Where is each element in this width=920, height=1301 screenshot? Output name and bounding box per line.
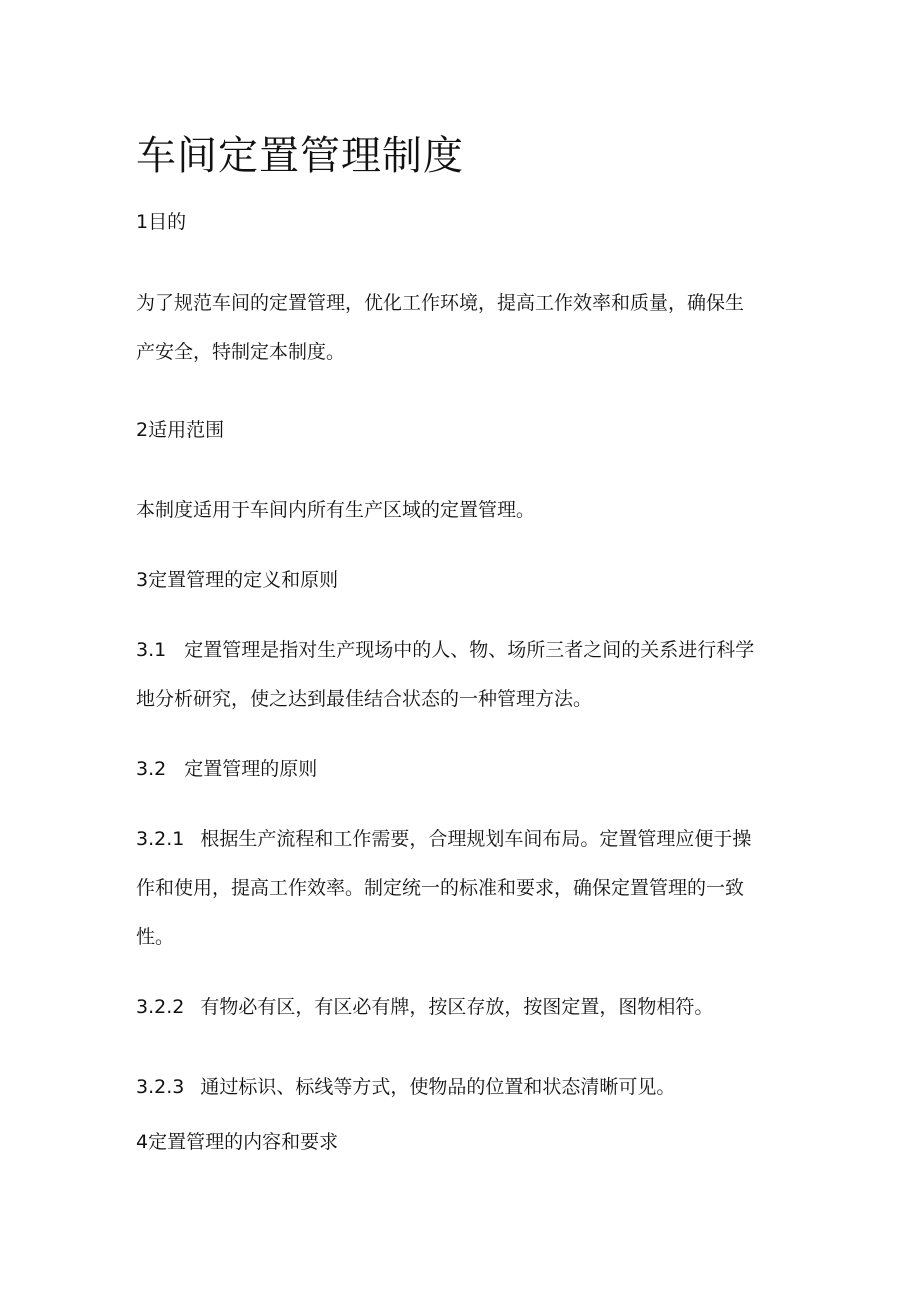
clause-number: 3.2.3: [136, 1076, 185, 1098]
clause-3-2-2: [136, 983, 796, 1032]
section-3-heading: 3定置管理的定义和原则: [136, 569, 339, 591]
clause-3-2-1: [136, 815, 796, 962]
clause-text: 根据生产流程和工作需要，合理规划车间布局。定置管理应便于操: [200, 828, 752, 850]
section-1-paragraph: [136, 279, 796, 377]
paragraph-line: 作和使用，提高工作效率。制定统一的标准和要求，确保定置管理的一致: [136, 877, 745, 899]
paragraph-line: 地分析研究，使之达到最佳结合状态的一种管理方法。: [136, 688, 593, 710]
clause-3-2: [136, 745, 796, 794]
section-2-heading: 2适用范围: [136, 419, 225, 441]
paragraph-line: [136, 626, 796, 675]
clause-number: 3.2.1: [136, 828, 185, 850]
paragraph-line: 性。: [136, 926, 175, 948]
section-1-heading: 1目的: [136, 211, 187, 233]
paragraph-line: [136, 815, 796, 864]
section-4-heading: 4定置管理的内容和要求: [136, 1131, 339, 1153]
clause-number: 3.2.2: [136, 996, 185, 1018]
section-2-paragraph: 本制度适用于车间内所有生产区域的定置管理。: [136, 499, 536, 521]
paragraph-line: 产安全，特制定本制度。: [136, 341, 346, 363]
clause-text: 有物必有区，有区必有牌，按区存放，按图定置，图物相符。: [200, 996, 714, 1018]
paragraph-line: 为了规范车间的定置管理，优化工作环境，提高工作效率和质量，确保生: [136, 292, 745, 314]
clause-number: 3.1: [136, 639, 167, 661]
clause-text: 通过标识、标线等方式，使物品的位置和状态清晰可见。: [200, 1076, 676, 1098]
clause-text: 定置管理是指对生产现场中的人、物、场所三者之间的关系进行科学: [184, 639, 755, 661]
clause-3-2-3: [136, 1063, 796, 1112]
clause-number: 3.2: [136, 758, 167, 780]
document-title: 车间定置管理制度: [136, 133, 464, 179]
clause-text: 定置管理的原则: [184, 758, 318, 780]
clause-3-1: [136, 626, 796, 724]
